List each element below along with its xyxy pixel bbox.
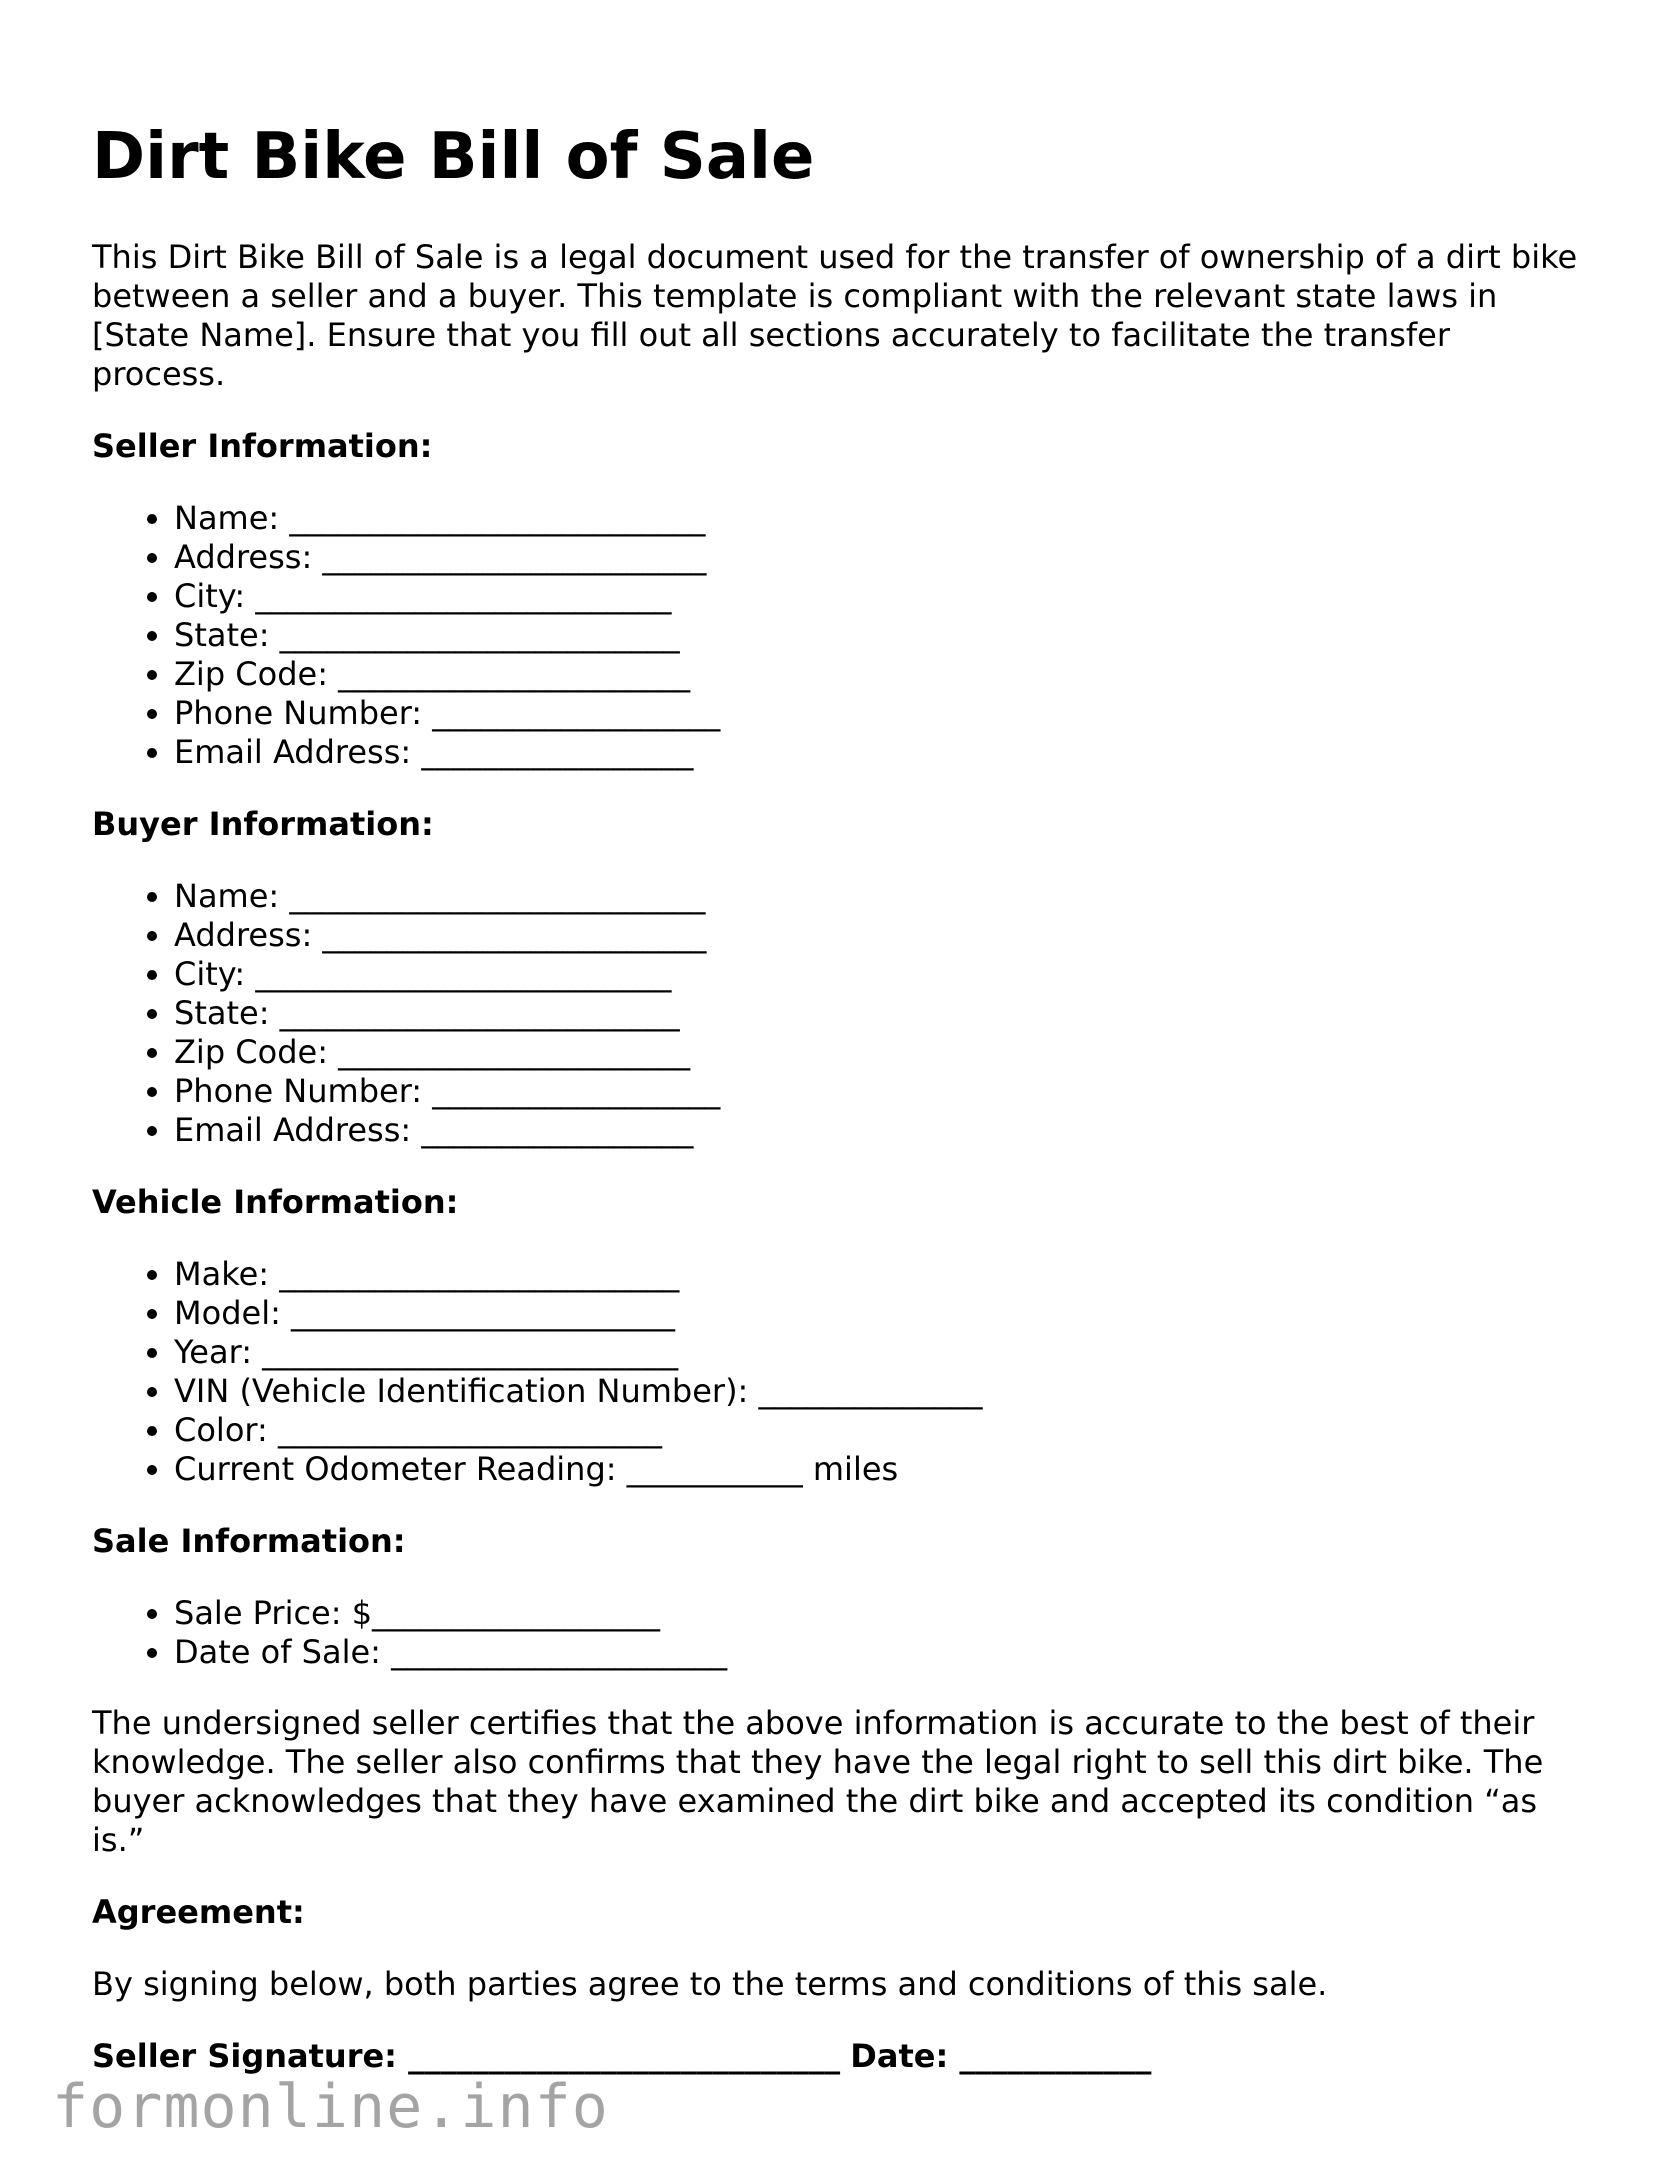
vehicle-model-field: • Model: ________________________ <box>174 1294 1592 1333</box>
buyer-heading: Buyer Information: <box>92 805 434 843</box>
vehicle-make-field: • Make: _________________________ <box>174 1255 1592 1294</box>
vehicle-color-field: • Color: ________________________ <box>174 1411 1592 1450</box>
signature-date-label: Date: ____________ <box>850 2037 1152 2075</box>
vehicle-fields-list <box>92 1255 1592 1489</box>
document-page <box>92 0 1592 2076</box>
seller-email-field: • Email Address: _________________ <box>174 733 1592 772</box>
seller-fields-list <box>92 499 1592 772</box>
seller-signature-line <box>92 2037 1592 2076</box>
buyer-city-field: • City: __________________________ <box>174 955 1592 994</box>
buyer-email-field: • Email Address: _________________ <box>174 1111 1592 1150</box>
sale-heading: Sale Information: <box>92 1522 406 1560</box>
buyer-phone-field: • Phone Number: __________________ <box>174 1072 1592 1111</box>
intro-paragraph: This Dirt Bike Bill of Sale is a legal document used for the transfer of ownership of a dirt bike between a seller and a buyer. This template is compliant with the relevant state laws in [State Name]. Ensure that you fill out all sections accurately to facilitate the transfer process. <box>92 238 1578 393</box>
seller-heading: Seller Information: <box>92 427 433 465</box>
agreement-heading: Agreement: <box>92 1893 305 1931</box>
page-title: Dirt Bike Bill of Sale <box>92 120 815 194</box>
agreement-paragraph: By signing below, both parties agree to the terms and conditions of this sale. <box>92 1965 1328 2003</box>
vehicle-year-field: • Year: __________________________ <box>174 1333 1592 1372</box>
seller-state-field: • State: _________________________ <box>174 616 1592 655</box>
seller-city-field: • City: __________________________ <box>174 577 1592 616</box>
seller-signature-label: Seller Signature: ___________________________ <box>92 2037 841 2075</box>
sale-price-field: • Sale Price: $__________________ <box>174 1594 1592 1633</box>
watermark: formonline.info <box>52 2072 609 2142</box>
buyer-zip-field: • Zip Code: ______________________ <box>174 1033 1592 1072</box>
seller-phone-field: • Phone Number: __________________ <box>174 694 1592 733</box>
vehicle-heading: Vehicle Information: <box>92 1183 459 1221</box>
sale-fields-list <box>92 1594 1592 1672</box>
buyer-fields-list <box>92 877 1592 1150</box>
sale-date-field: • Date of Sale: _____________________ <box>174 1633 1592 1672</box>
vehicle-odometer-field: • Current Odometer Reading: ___________ miles <box>174 1450 1592 1489</box>
seller-zip-field: • Zip Code: ______________________ <box>174 655 1592 694</box>
seller-name-field: • Name: __________________________ <box>174 499 1592 538</box>
vehicle-vin-field: • VIN (Vehicle Identification Number): ______________ <box>174 1372 1592 1411</box>
buyer-state-field: • State: _________________________ <box>174 994 1592 1033</box>
certification-paragraph: The undersigned seller certifies that the above information is accurate to the best of their knowledge. The seller also confirms that they have the legal right to sell this dirt bike. The buyer acknowledges that they have examined the dirt bike and accepted its condition “as is.” <box>92 1704 1544 1859</box>
buyer-name-field: • Name: __________________________ <box>174 877 1592 916</box>
buyer-address-field: • Address: ________________________ <box>174 916 1592 955</box>
seller-address-field: • Address: ________________________ <box>174 538 1592 577</box>
